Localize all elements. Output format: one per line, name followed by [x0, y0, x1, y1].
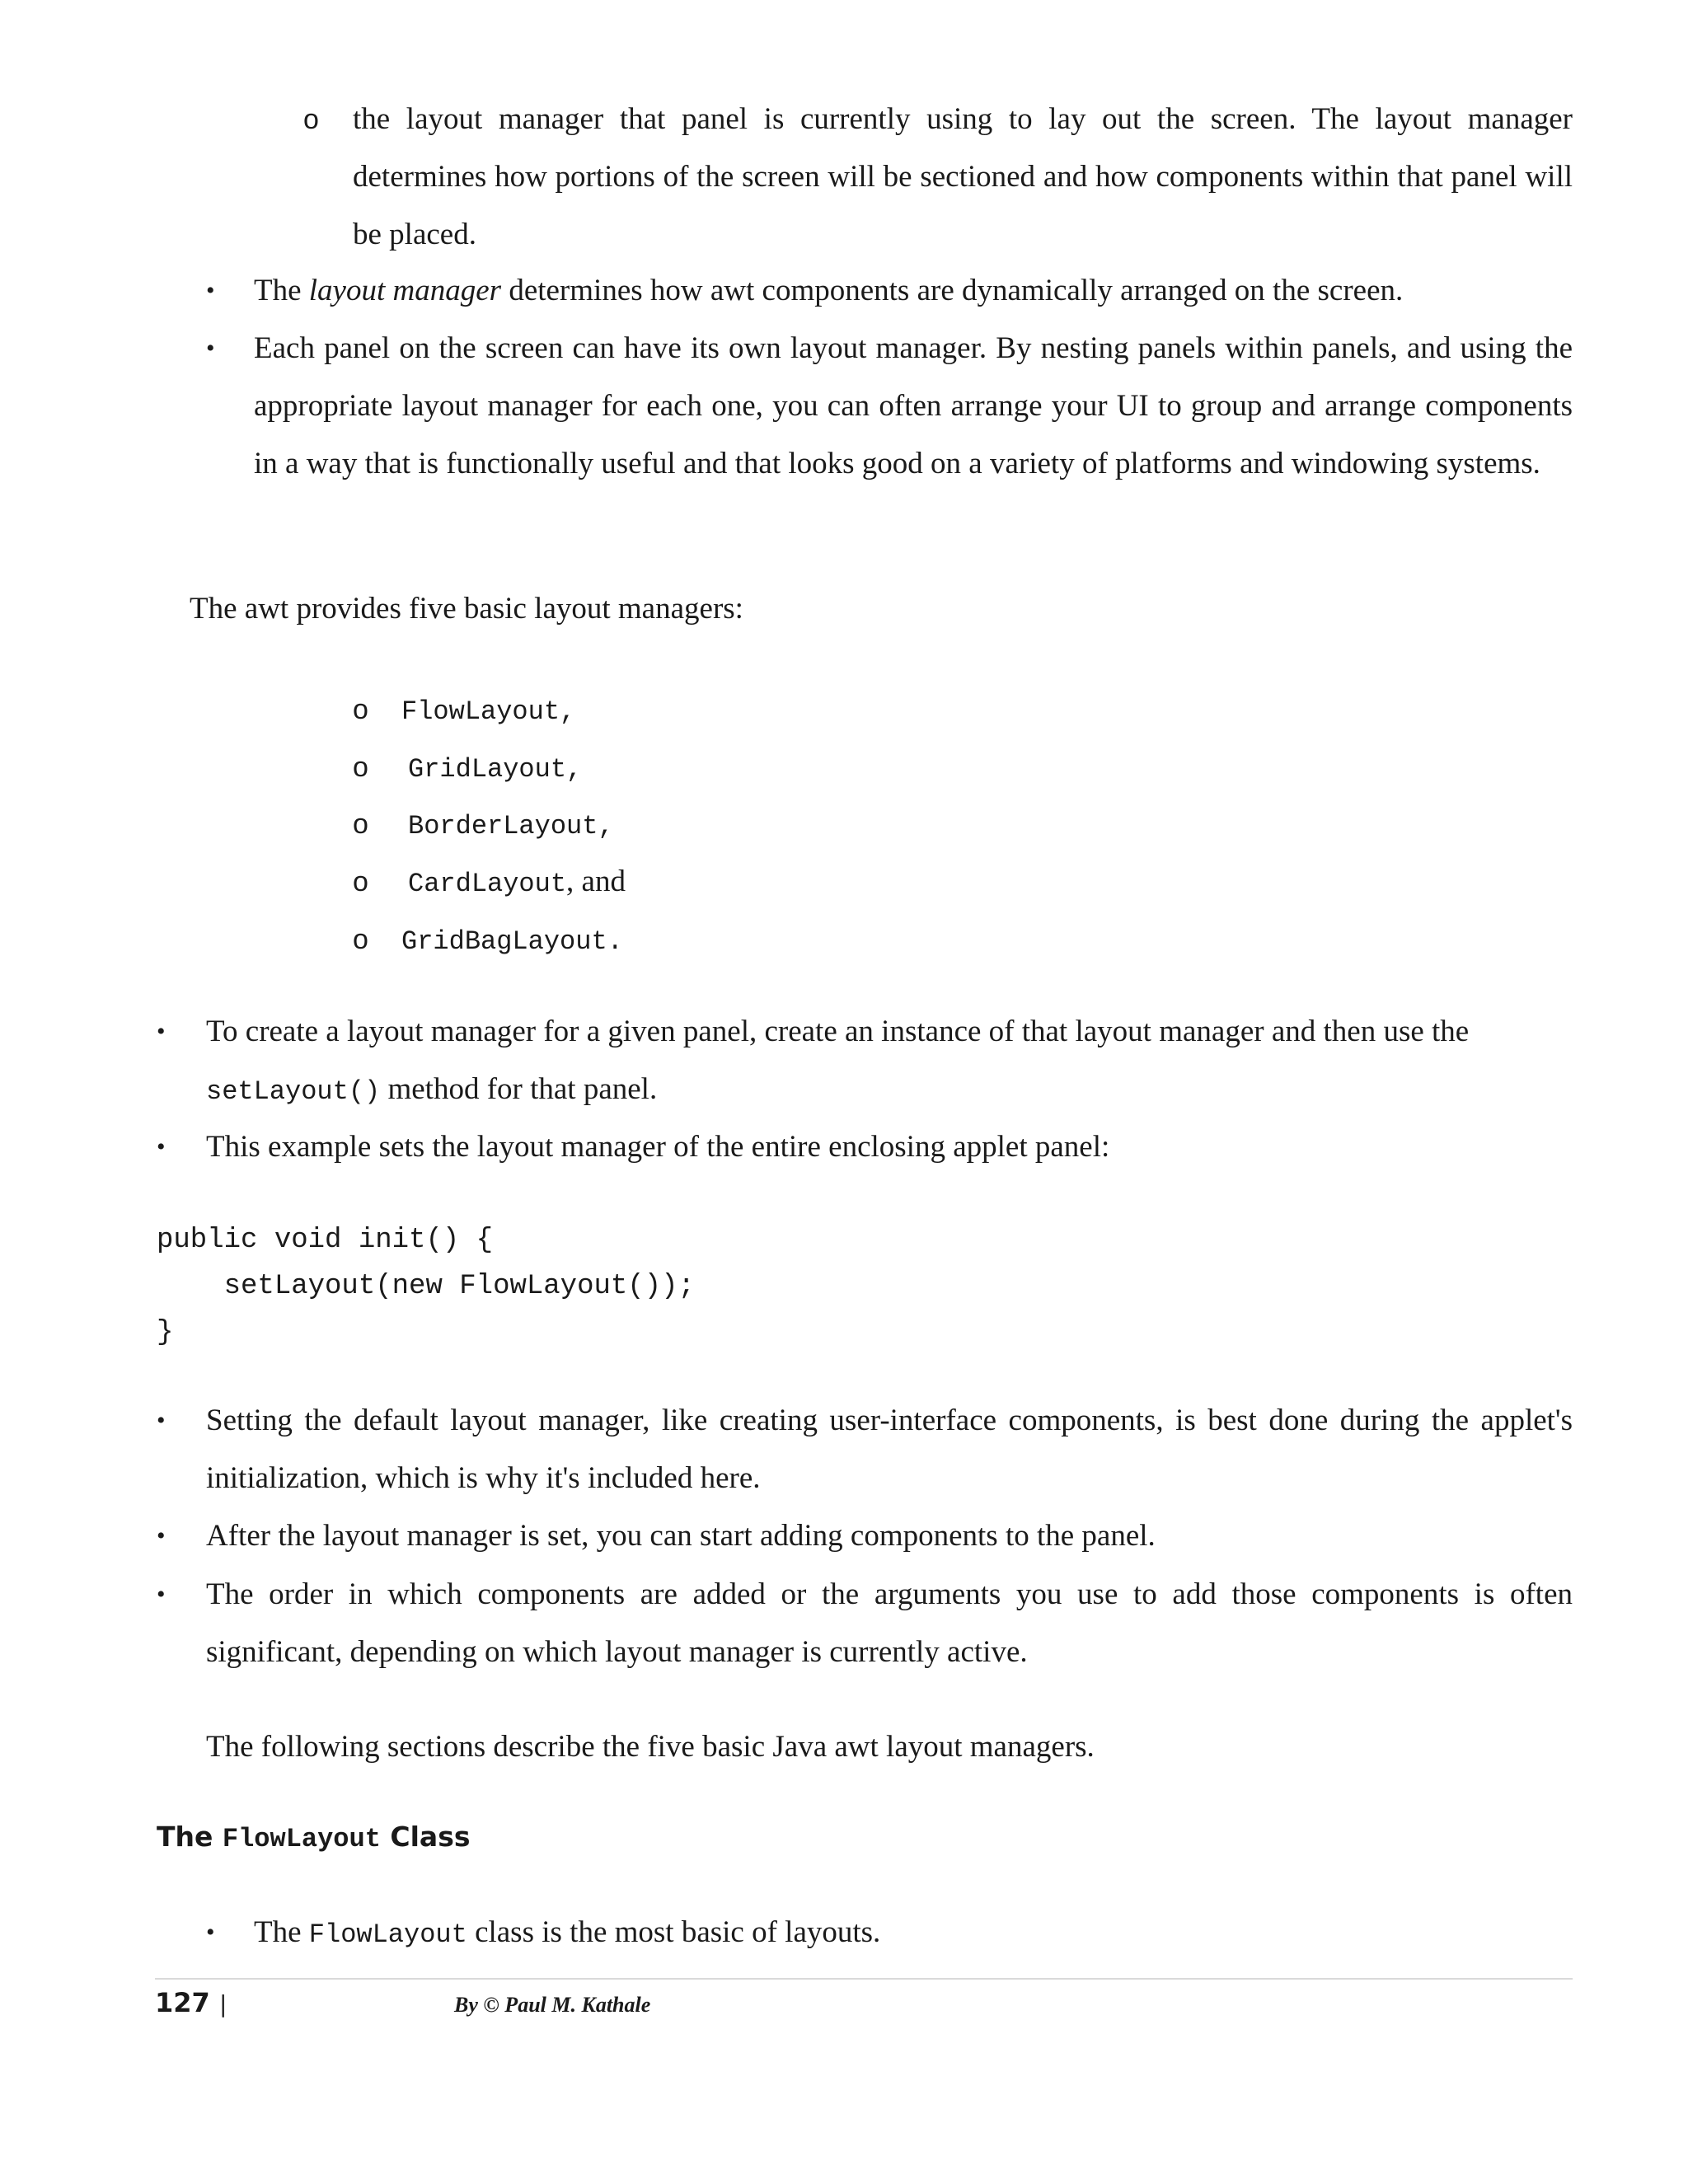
bullet-marker: •	[206, 1919, 215, 1946]
bullet-default-layout: Setting the default layout manager, like creating user-interface components, is best done during the applet's initialization, which is why it's included here.	[206, 1404, 1573, 1495]
bullet-create-layout-line1: To create a layout manager for a given panel, create an instance of that layout manager and then use the	[206, 1015, 1470, 1048]
bullet-marker: •	[157, 1018, 166, 1045]
bullet-marker: •	[157, 1133, 166, 1160]
bullet-nesting-panels: Each panel on the screen can have its own layout manager. By nesting panels within panels, and using the appropriate layout manager for each one, you can often arrange your UI to group and arrange components in a way that is functionally useful and that looks good on a variety of platforms and windowing systems.	[254, 331, 1573, 480]
list-item: FlowLayout,	[401, 696, 576, 727]
sub-bullet-marker: o	[353, 752, 368, 783]
list-item: GridBagLayout.	[401, 926, 623, 957]
bullet-example: This example sets the layout manager of the entire enclosing applet panel:	[206, 1130, 1110, 1164]
inline-code: setLayout()	[206, 1076, 381, 1107]
bullet-marker: •	[206, 277, 215, 304]
bullet-marker: •	[206, 335, 215, 362]
footer-divider	[155, 1978, 1573, 1980]
bullet-order: The order in which components are added or the arguments you use to add those components is often significant, depending on which layout manager is currently active.	[206, 1577, 1573, 1669]
section-heading: The FlowLayout Class	[157, 1821, 471, 1854]
following-paragraph: The following sections describe the five basic Java awt layout managers.	[206, 1730, 1095, 1764]
list-item: GridLayout,	[408, 754, 583, 785]
bullet-create-layout-line2: setLayout() method for that panel.	[206, 1072, 658, 1107]
list-item: BorderLayout,	[408, 811, 614, 841]
list-item: CardLayout, and	[408, 865, 626, 899]
bullet-marker: •	[157, 1581, 166, 1608]
sub-bullet-marker: o	[303, 104, 319, 135]
page-separator: |	[218, 1990, 227, 2018]
code-line: public void init() {	[157, 1225, 494, 1256]
bullet-layout-manager: The layout manager determines how awt components are dynamically arranged on the screen.	[254, 274, 1404, 307]
code-line: }	[157, 1317, 174, 1348]
intro-paragraph: The awt provides five basic layout managers:	[190, 592, 743, 626]
emphasis: layout manager	[308, 274, 502, 307]
code-line: setLayout(new FlowLayout());	[157, 1271, 695, 1302]
sub-bullet-marker: o	[353, 694, 368, 725]
sub-item-text: the layout manager that panel is currently using to lay out the screen. The layout manager determines how portions of the screen will be sectioned and how components within that panel will be placed.	[353, 102, 1573, 251]
sub-bullet-marker: o	[353, 808, 368, 840]
bullet-marker: •	[157, 1522, 166, 1549]
author-credit: By © Paul M. Kathale	[454, 1993, 651, 2017]
page-number: 127 |	[155, 1987, 227, 2018]
sub-bullet-marker: o	[353, 924, 368, 955]
sub-bullet-marker: o	[353, 866, 368, 898]
bullet-flowlayout-basic: The FlowLayout class is the most basic of layouts.	[254, 1915, 881, 1950]
bullet-adding-components: After the layout manager is set, you can start adding components to the panel.	[206, 1519, 1156, 1553]
bullet-marker: •	[157, 1407, 166, 1434]
